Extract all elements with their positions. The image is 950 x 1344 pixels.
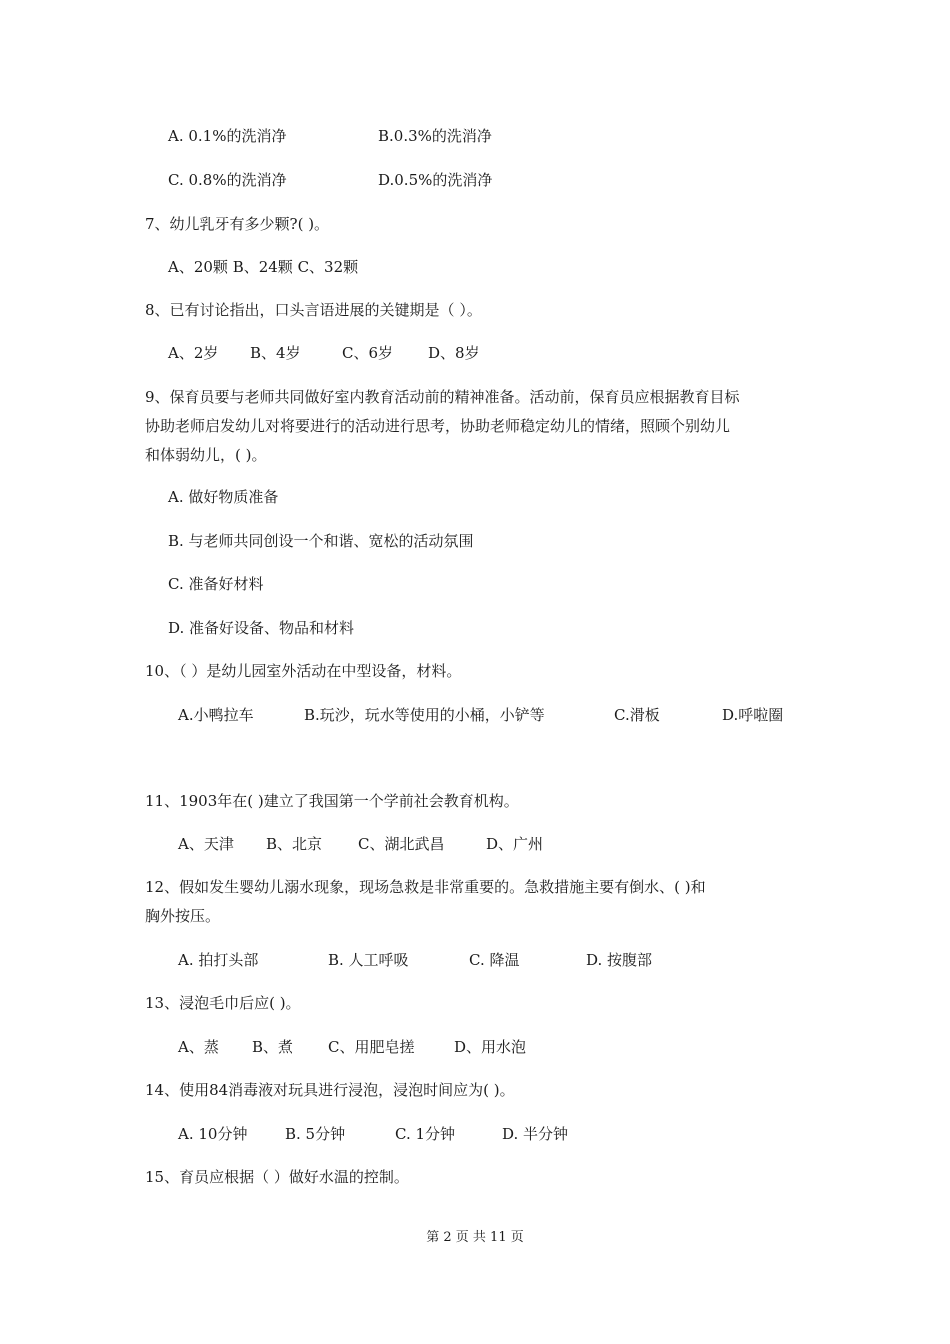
q14-option-a: A. 10分钟 bbox=[178, 1125, 248, 1143]
q8-options bbox=[168, 343, 480, 363]
q12-options bbox=[178, 950, 652, 970]
q9-option-b: B. 与老师共同创设一个和谐、宽松的活动氛围 bbox=[168, 532, 474, 550]
q9-stem-line-3: 和体弱幼儿，( )。 bbox=[145, 446, 267, 464]
q6-option-d: D.0.5%的洗消净 bbox=[378, 171, 493, 189]
q13-option-c: C、用肥皂搓 bbox=[328, 1038, 415, 1056]
q10-option-d: D.呼啦圈 bbox=[722, 706, 784, 724]
q10-option-a: A.小鸭拉车 bbox=[178, 706, 254, 724]
q8-option-c: C、6岁 bbox=[342, 344, 394, 362]
q13-option-b: B、煮 bbox=[252, 1038, 294, 1056]
q9-option-a: A. 做好物质准备 bbox=[168, 488, 279, 506]
q14-options bbox=[178, 1124, 568, 1144]
q9-option-c: C. 准备好材料 bbox=[168, 575, 264, 593]
q11-option-c: C、湖北武昌 bbox=[358, 835, 445, 853]
q13-option-a: A、蒸 bbox=[178, 1038, 219, 1056]
q12-option-b: B. 人工呼吸 bbox=[328, 951, 409, 969]
q11-option-d: D、广州 bbox=[486, 835, 544, 853]
q12-option-d: D. 按腹部 bbox=[586, 951, 653, 969]
q9-option-d: D. 准备好设备、物品和材料 bbox=[168, 619, 355, 637]
q9-stem-line-2: 协助老师启发幼儿对将要进行的活动进行思考，协助老师稳定幼儿的情绪，照顾个别幼儿 bbox=[145, 417, 731, 435]
q12-stem-line-2: 胸外按压。 bbox=[145, 907, 221, 925]
q10-option-c: C.滑板 bbox=[614, 706, 660, 724]
q10-options bbox=[178, 705, 783, 725]
q9-stem-line-1: 9、保育员要与老师共同做好室内教育活动前的精神准备。活动前，保育员应根据教育目标 bbox=[145, 388, 740, 406]
q13-options bbox=[178, 1037, 526, 1057]
q15-stem: 15、育员应根据（ ）做好水温的控制。 bbox=[145, 1168, 409, 1186]
q8-option-d: D、8岁 bbox=[428, 344, 480, 362]
q8-option-a: A、2岁 bbox=[168, 344, 219, 362]
q13-stem: 13、浸泡毛巾后应( )。 bbox=[145, 994, 301, 1012]
q7-options: A、20颗 B、24颗 C、32颗 bbox=[168, 258, 359, 276]
q13-option-d: D、用水泡 bbox=[454, 1038, 527, 1056]
q8-stem: 8、已有讨论指出，口头言语进展的关键期是（ ）。 bbox=[145, 301, 482, 319]
q8-option-b: B、4岁 bbox=[250, 344, 301, 362]
q11-option-b: B、北京 bbox=[266, 835, 323, 853]
q12-option-c: C. 降温 bbox=[469, 951, 520, 969]
q14-option-b: B. 5分钟 bbox=[285, 1125, 346, 1143]
page-footer: 第 2 页 共 11 页 bbox=[426, 1230, 524, 1245]
q14-stem: 14、使用84消毒液对玩具进行浸泡，浸泡时间应为( )。 bbox=[145, 1081, 515, 1099]
q6-option-c: C. 0.8%的洗消净 bbox=[168, 171, 287, 189]
q6-option-b: B.0.3%的洗消净 bbox=[378, 127, 492, 145]
q11-option-a: A、天津 bbox=[178, 835, 234, 853]
q14-option-c: C. 1分钟 bbox=[395, 1125, 456, 1143]
q10-stem: 10、（ ）是幼儿园室外活动在中型设备，材料。 bbox=[145, 662, 462, 680]
q6-option-a: A. 0.1%的洗消净 bbox=[168, 127, 287, 145]
q11-options bbox=[178, 834, 543, 854]
q12-stem-line-1: 12、假如发生婴幼儿溺水现象，现场急救是非常重要的。急救措施主要有倒水、( )和 bbox=[145, 878, 706, 896]
q14-option-d: D. 半分钟 bbox=[502, 1125, 569, 1143]
q11-stem: 11、1903年在( )建立了我国第一个学前社会教育机构。 bbox=[145, 792, 519, 810]
q12-option-a: A. 拍打头部 bbox=[178, 951, 259, 969]
q10-option-b: B.玩沙，玩水等使用的小桶，小铲等 bbox=[304, 706, 545, 724]
q7-stem: 7、幼儿乳牙有多少颗?( )。 bbox=[145, 215, 330, 233]
